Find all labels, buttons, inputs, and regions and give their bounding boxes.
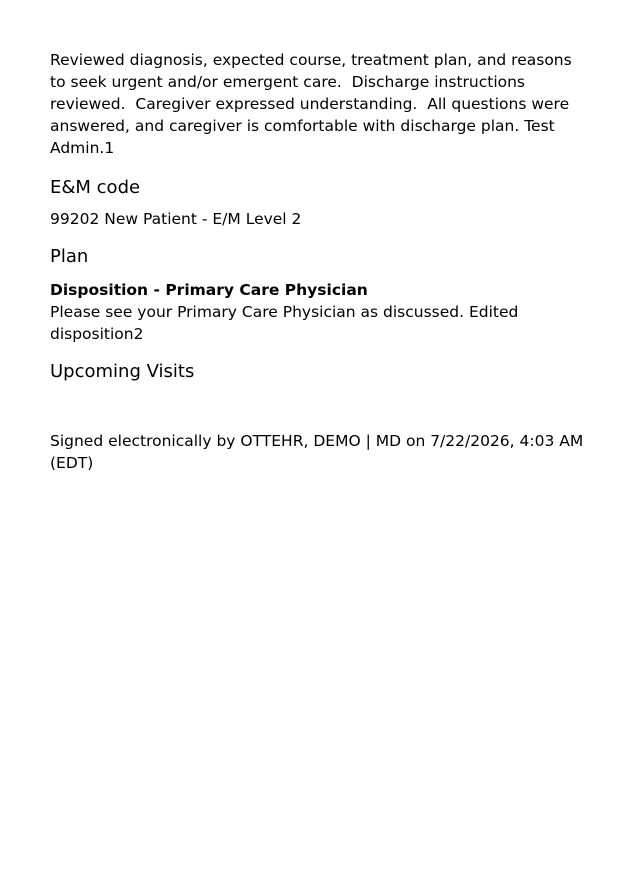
em-code-heading: E&M code bbox=[50, 177, 141, 198]
upcoming-visits-heading: Upcoming Visits bbox=[50, 361, 195, 382]
discharge-summary-text: Reviewed diagnosis, expected course, treatment plan, and reasons to seek urgent and/or emergent care. Discharge instructions reviewed. Caregiver expressed understanding. All questions were answered, and caregiver is comfortable with discharge plan. Test Admin.1 bbox=[50, 51, 577, 157]
document-page bbox=[50, 49, 590, 474]
disposition-title: Disposition - Primary Care Physician bbox=[50, 281, 368, 299]
disposition-text: Please see your Primary Care Physician as discussed. Edited disposition2 bbox=[50, 303, 524, 343]
electronic-signature: Signed electronically by OTTEHR, DEMO | MD on 7/22/2026, 4:03 AM (EDT) bbox=[50, 432, 589, 472]
em-code-value: 99202 New Patient - E/M Level 2 bbox=[50, 210, 302, 228]
plan-heading: Plan bbox=[50, 246, 89, 267]
